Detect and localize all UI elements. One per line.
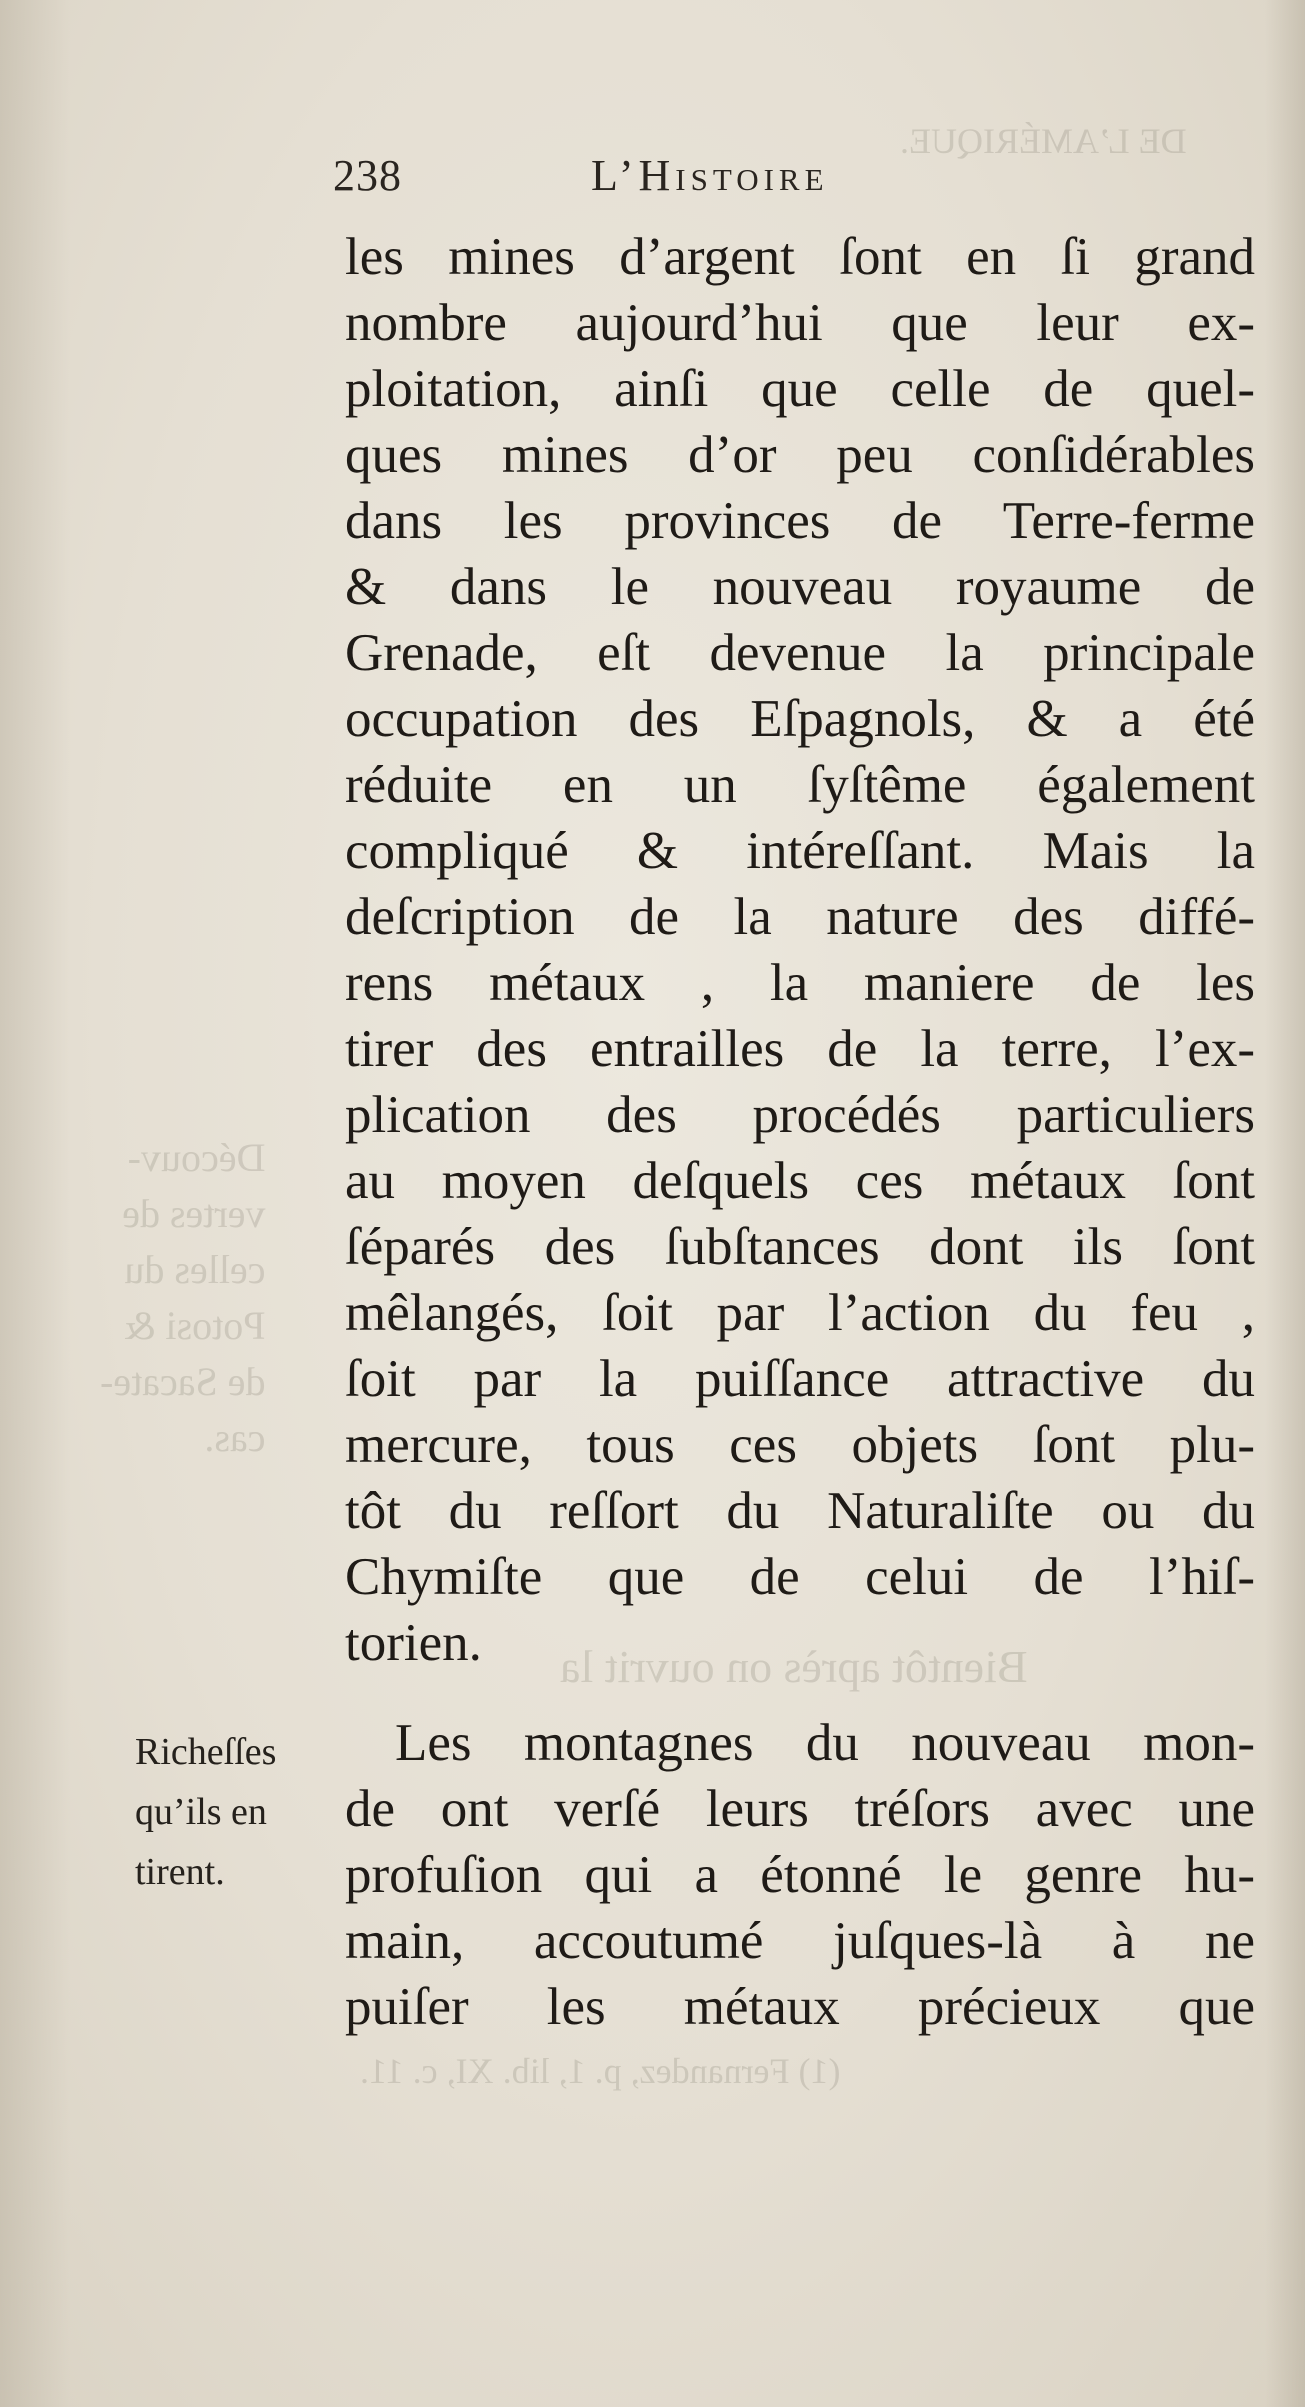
text-line: tirer des entrailles de la terre, l’ex- [345, 1020, 1255, 1078]
bleed-through-header: DE L’AMÉRIQUE. [900, 121, 1187, 161]
text-line: rens métaux , la maniere de les [345, 954, 1255, 1012]
text-line: deſcription de la nature des diffé- [345, 888, 1255, 946]
text-line: les mines d’argent ſont en ſi grand [345, 228, 1255, 286]
text-line: tôt du reſſort du Naturaliſte ou du [345, 1482, 1255, 1540]
text-line: torien. [345, 1614, 482, 1672]
text-line: Grenade, eſt devenue la principale [345, 624, 1255, 682]
text-line: de ont verſé leurs tréſors avec une [345, 1780, 1255, 1838]
margin-note-line: tirent. [135, 1851, 225, 1893]
text-line: mêlangés, ſoit par l’action du feu , [345, 1284, 1255, 1342]
text-line: plication des procédés particuliers [345, 1086, 1255, 1144]
text-line-indented: Les montagnes du nouveau mon- [395, 1714, 1255, 1772]
text-line: puiſer les métaux précieux que [345, 1978, 1255, 2036]
text-line: ſéparés des ſubſtances dont ils ſont [345, 1218, 1255, 1276]
text-line: mercure, tous ces objets ſont plu- [345, 1416, 1255, 1474]
text-line: nombre aujourd’hui que leur ex- [345, 294, 1255, 352]
text-line: réduite en un ſyſtême également [345, 756, 1255, 814]
text-line: au moyen deſquels ces métaux ſont [345, 1152, 1255, 1210]
text-line: dans les provinces de Terre-ferme [345, 492, 1255, 550]
text-line: ploitation, ainſi que celle de quel- [345, 360, 1255, 418]
text-line: & dans le nouveau royaume de [345, 558, 1255, 616]
margin-note-line: qu’ils en [135, 1791, 267, 1833]
running-title: L’Histoire [591, 151, 829, 200]
text-line: occupation des Eſpagnols, & a été [345, 690, 1255, 748]
page-header [333, 150, 993, 210]
bleed-through-text: Découv- vertes de celles du Potosi & de Sacate- cas. [100, 1135, 266, 1460]
text-line: profuſion qui a étonné le genre hu- [345, 1846, 1255, 1904]
text-line: main, accoutumé juſques-là à ne [345, 1912, 1255, 1970]
bleed-through-text-2: Bientôt après on ouvrit la [560, 1641, 1028, 1692]
text-line: ſoit par la puiſſance attractive du [345, 1350, 1255, 1408]
page-number: 238 [333, 151, 402, 200]
bleed-through-footnote: (1) Fernandez, p. 1, lib. XI, c. 11. [360, 2051, 841, 2091]
text-line: compliqué & intéreſſant. Mais la [345, 822, 1255, 880]
margin-note-line: Richeſſes [135, 1731, 277, 1773]
text-line: ques mines d’or peu conſidérables [345, 426, 1255, 484]
text-line: Chymiſte que de celui de l’hiſ- [345, 1548, 1255, 1606]
